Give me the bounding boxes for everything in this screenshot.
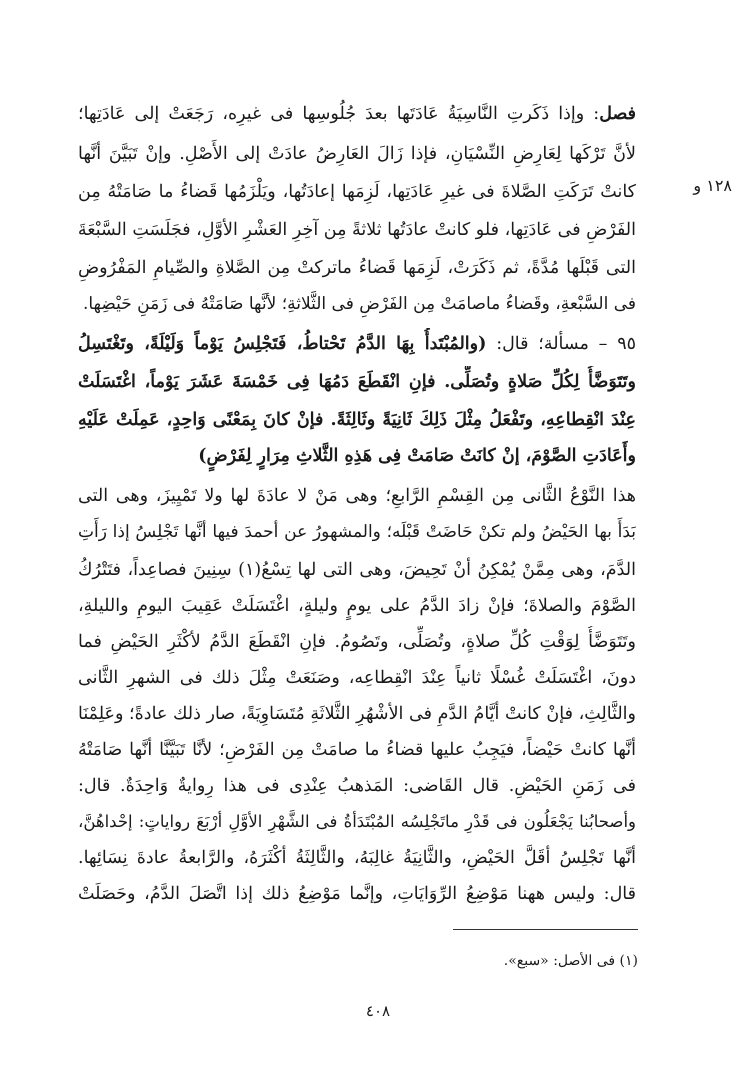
text-line: وتَتَوَضَّأُ لِوَقْتِ كُلِّ صلاةٍ، وتُصَلِّى، وتَصُومُ. فإنِ انْقَطَعَ الدَّمُ لأكْثَرِ الحَيْضِ فما [78,632,636,652]
page-number: ٤٠٨ [365,1002,391,1020]
text-line: الفَرْضِ فى عَادَتِها، فلو كانتْ عادَتُها ثلاثةً مِن آخِرِ العَشْرِ الأوَّلِ، فجَلَسَتِ السَّبْعَةَ [78,220,636,240]
section-heading: فصل [599,104,636,124]
margin-folio-note: ١٢٨ و [693,176,732,195]
issue-heading-line: ٩٥ – مسألة؛ قال: (والمُبْتَدأُ بِهَا الدَّمُ تَحْتاطُ، فَتَجْلِسُ يَوْماً وَلَيْلَةً، وتَغْتَسِلُ [78,334,636,354]
text-line: فى السَّبْعةِ، وقَضاءُ ماصامَتْ مِن الفَرْضِ فى الثَّلاثةِ؛ لأنَّها صَامَتْهُ فى زَمَنِ حَيْضِها. [82,294,636,314]
text-line: دونَ، اغْتَسَلَتْ غُسْلًا ثانياً عِنْدَ انْقِطاعِه، وصَنَعَتْ مِثْلَ ذلك فى الشهرِ الثَّانى [78,668,636,688]
text-line: والثَّالِثِ، فإنْ كانتْ أيَّامُ الدَّمِ فى الأشْهُرِ الثَّلاثَةِ مُتَسَاوِيَةً، صار ذلك عادةً؛ وعَلِمْنَا [78,704,636,724]
text-line: وأصحابُنا يَجْعَلُون فى قَدْرِ ماتَجْلِسُه المُبْتَدَأةُ فى الشَّهْرِ الأوَّلِ أرْبَعَ رواياتٍ: إحْداهُنَّ، [78,812,636,831]
issue-text-line: وتَتَوَضَّأُ لِكُلِّ صَلاةٍ وتُصَلِّى. فإنِ انْقَطَعَ دَمُهَا فِى خَمْسَةَ عَشَرَ يَوْماً، اغْتَسَلَتْ [78,372,636,392]
text-line: بَدَأَ بها الحَيْضُ ولم تكنْ حَاضَتْ قَبْلَه؛ والمشهورُ عن أحمدَ فيها أنَّها تَجْلِسُ إذا رَأَتِ [78,522,636,542]
issue-number: ٩٥ – مسألة؛ قال: [486,334,636,354]
text-line: الصَّوْمَ والصلاةَ؛ فإنْ زادَ الدَّمُ على يومٍ وليلةٍ، اغْتَسَلَتْ عَقِيبَ اليومِ والليلةِ، [78,596,636,616]
text-line: لأنَّ تَرْكَها لِعَارِضِ النِّسْيَانِ، فإذا زَالَ العَارِضُ عادَتْ إلى الأَصْلِ. وإنْ تَبَيَّنَ أنَّها [78,144,636,164]
text-line: التى قَبْلَها مُدَّةً، ثم ذَكَرَتْ، لَزِمَها قَضاءُ ماتركتْ مِن الصَّلاةِ والصِّيامِ المَفْرُوضِ [78,258,636,278]
text-line: هذا النَّوْعُ الثَّانى مِن القِسْمِ الرَّابعِ؛ وهى مَنْ لا عادَةَ لها ولا تَمْيِيزَ، وهى التى [78,486,636,506]
text-line: فى زَمَنِ الحَيْضِ. قال القَاضى: المَذهبُ عِنْدِى فى هذا رِوايةٌ وَاحِدَةٌ. قال: [78,776,636,796]
text-line: أنَّها تَجْلِسُ أقَلَّ الحَيْضِ، والثَّانِيَةُ غالِبَهُ، والثَّالِثَةُ أكْثَرَهُ، والرَّابعةُ عادةَ نِسَائِها. [78,848,636,868]
text-line: كانتْ تَرَكَتِ الصَّلاةَ فى غيرِ عَادَتِها، لَزِمَها إعادَتُها، ويَلْزَمُها قَضاءُ ما صَامَتْهُ مِن [78,182,636,202]
text-line: أنَّها كانتْ حَيْضاً، فيَجِبُ عليها قضاءُ ما صامَتْ مِن الفَرْضِ؛ لأنَّا تَبَيَّنَّا أنَّها صَامَتْهُ [78,740,636,760]
text-line: الدَّمَ، وهى مِمَّنْ يُمْكِنُ أنْ تَحِيضَ، وهى التى لها تِسْعُ(١) سِنِينَ فصاعِداً، فتَتْرُكُ [78,560,636,580]
footnote-divider [453,929,638,930]
issue-text-line: وأَعَادَتِ الصَّوْمَ، إنْ كانَتْ صَامَتْ فِى هَذِهِ الثَّلاثِ مِرَارٍ لِفَرْضٍ) [198,446,636,466]
issue-text-line: عِنْدَ انْقِطاعِهِ، وتَفْعَلُ مِثْلَ ذَلِكَ ثَانِيَةً وثَالِثَةً. فإنْ كانَ بِمَعْنًى وَاحِدٍ، عَمِلَتْ عَلَيْهِ [78,410,636,430]
text-line: قال: وليس ههنا مَوْضِعُ الرِّوَايَاتِ، وإنَّما مَوْضِعُ ذلك إذا اتَّصَلَ الدَّمُ، وحَصَلَتْ [78,884,636,904]
footnote: (١) فى الأصل: «سبع». [503,953,638,969]
text-line: فصل: وإذا ذَكَرتِ النَّاسِيَةُ عَادَتَها بعدَ جُلُوسِها فى غيرِه، رَجَعَتْ إلى عَادَتِها؛ [78,104,636,124]
